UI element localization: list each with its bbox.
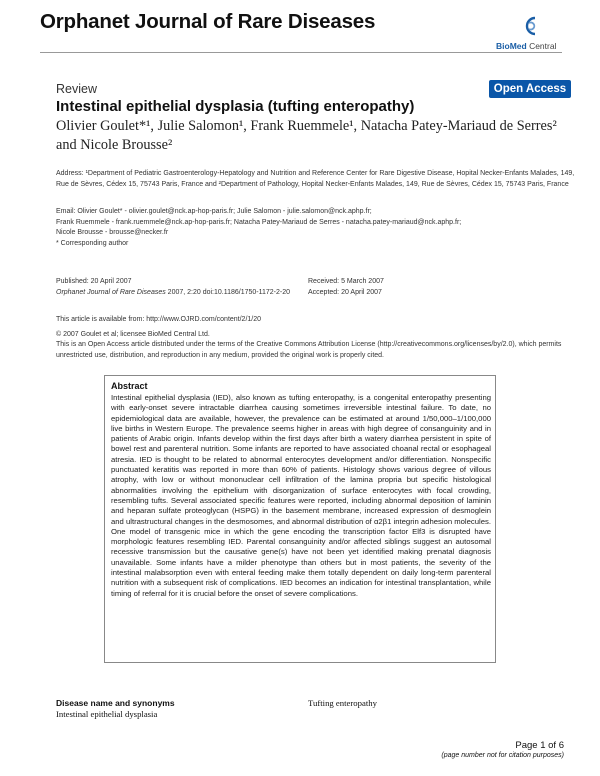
section-heading: Disease name and synonyms [56,698,175,708]
received-date: Received: 5 March 2007 [308,278,384,285]
biomed-central-wordmark: BioMed Central [496,41,557,51]
abstract-heading: Abstract [111,381,148,391]
page-note: (page number not for citation purposes) [441,752,564,759]
author-list: Olivier Goulet*¹, Julie Salomon¹, Frank Ruemmele¹, Natacha Patey-Mariaud de Serres² and Nicole Brousse² [56,118,557,153]
article-title: Intestinal epithelial dysplasia (tufting enteropathy) [56,98,415,115]
received-info [308,277,508,298]
email-line[interactable]: Frank Ruemmele - frank.ruemmele@nck.ap-hop-paris.fr; Natacha Patey-Mariaud de Serres - natacha.patey-mariaud@nck.aphp.fr; [56,218,462,226]
article-url[interactable]: This article is available from: http://www.OJRD.com/content/2/1/20 [56,316,262,323]
license-text: This is an Open Access article distributed under the terms of the Creative Commons Attribution License (http://creativecommons.org/licenses/by/2.0), which permits unrestricted use, distribution, and reproduction in any medium, provided the original work is properly cited. [56,341,562,359]
article-type: Review [56,82,97,96]
corresponding-note: * Corresponding author [56,239,129,247]
accepted-date: Accepted: 20 April 2007 [308,288,382,296]
copyright: © 2007 Goulet et al; licensee BioMed Central Ltd. [56,330,210,338]
email-block [56,207,576,249]
header-divider [40,52,562,53]
license-block [56,315,576,361]
synonym-text: Tufting enteropathy [308,698,377,708]
abstract-text: Intestinal epithelial dysplasia (IED), also known as tufting enteropathy, is a congenital enteropathy presenting with early-onset severe intractable diarrhea causing sometimes irreversible intestinal failure. To date, no epidemiological data are available, however, the prevalence can be estimated at around 1/50,000–1/100,000 live births in Western Europe. The prevalence seems higher in areas with high degree of consanguinity and in patients of Arabic origin. Infants develop within the first days after birth a watery diarrhea persistent in spite of bowel rest and parenteral nutrition. Some infants are reported to have associated choanal rectal or esophageal atresia. IED is thought to be related to abnormal enterocytes development and/or differentiation. Nonspecific punctuated keratitis was reported in more than 60% of patients. Histology shows various degree of villous atrophy, with low or without mononuclear cell infiltration of the lamina propria but specific histological abnormalities involving the epithelium with disorganization of surface enterocytes with focal crowding, resembling tufts. Several associated specific features were reported, including abnormal deposition of laminin and heparan sulfate proteoglycan (HSPG) in the basement membrane, increased expression of desmoglein and ultrastructural changes in the desmosomes, and abnormal distribution of α2β1 integrin adhesion molecules. One model of transgenic mice in which the gene encoding the transcription factor Elf3 is disrupted have morphologic features resembling IED. Parental consanguinity and/or affected siblings suggest an autosomal recessive transmission but the causative gene(s) have not been yet identified making prenatal diagnosis unavailable. Some infants have a milder phenotype than others but in most patients, the severity of the intestinal malabsorption even with enteral feeding make them totally dependent on daily long-term parenteral nutrition with a subsequent risk of complications. IED becomes an indication for intestinal transplantation, while timing of referral for it is crucial before the onset of severe complications. [111,393,491,598]
section-body: Intestinal epithelial dysplasia [56,709,158,719]
journal-title: Orphanet Journal of Rare Diseases [40,10,376,33]
affiliation-address: Address: ¹Department of Pediatric Gastroenterology-Hepatology and Nutrition and Reference Center for Rare Digestive Disease, Hopital Necker-Enfants Malades, 149, Rue de Sèvres, Cédex 15, 75743 Paris, France and ²Department of Pathology, Hopital Necker-Enfants Malades, 149, Rue de Sèvres, Cédex 15, 75743 Paris, France [56,170,575,188]
page-number: Page 1 of 6 [515,740,564,751]
biomed-central-icon [520,14,542,38]
publication-info [56,277,306,298]
open-access-badge[interactable]: Open Access [489,80,571,98]
abstract-box [104,375,496,663]
biomed-central-logo[interactable] [496,14,566,54]
email-line[interactable]: Nicole Brousse - brousse@necker.fr [56,229,169,236]
email-line[interactable]: Email: Olivier Goulet* - olivier.goulet@nck.ap-hop-paris.fr; Julie Salomon - julie.salomon@nck.aphp.fr; [56,208,372,215]
published-date: Published: 20 April 2007 [56,278,132,285]
citation: Orphanet Journal of Rare Diseases 2007, 2:20 doi:10.1186/1750-1172-2-20 [56,288,291,296]
